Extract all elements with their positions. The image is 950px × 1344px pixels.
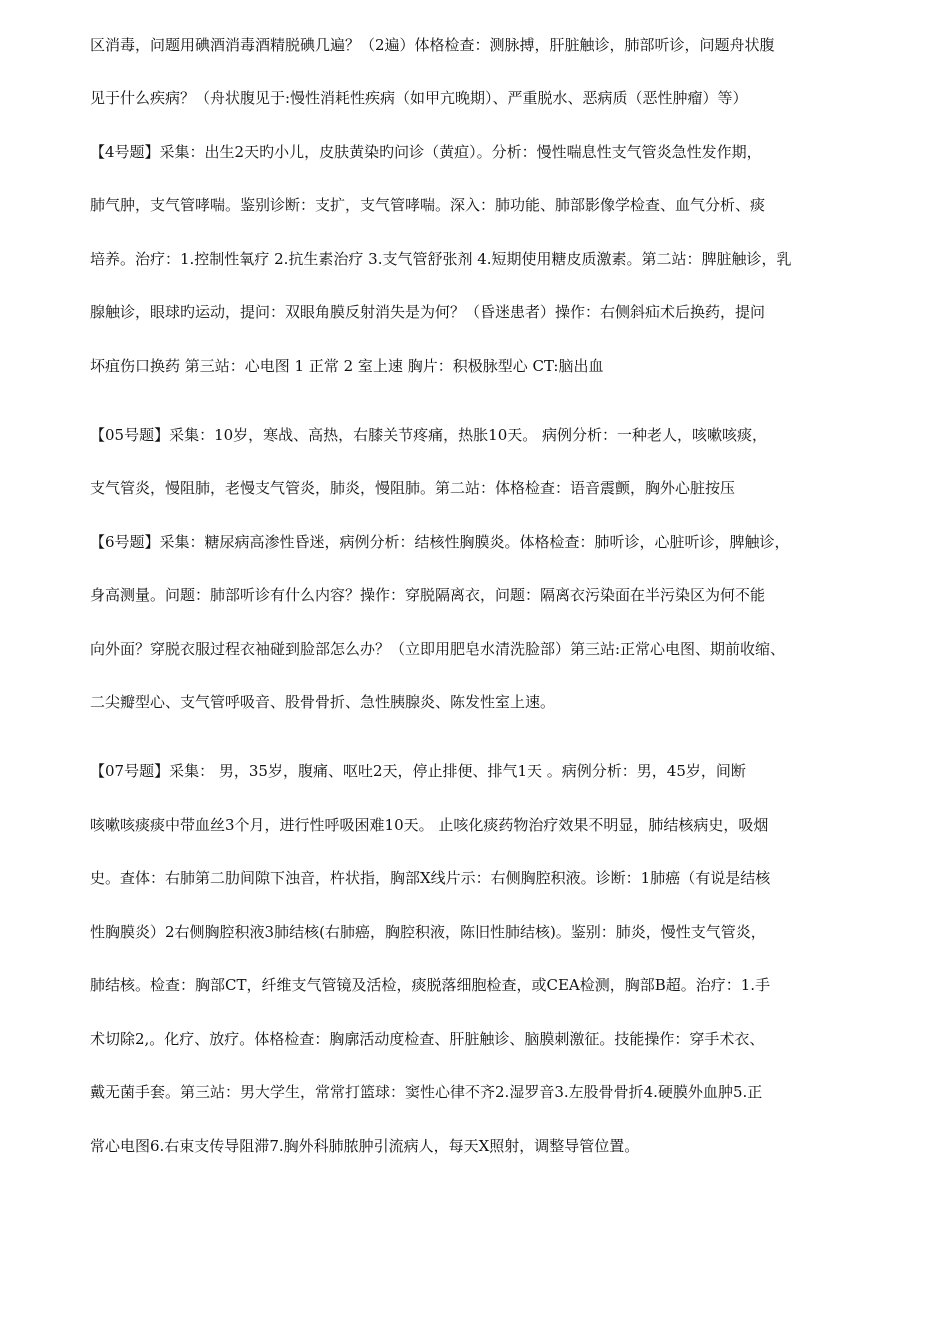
text-line: 二尖瓣型心、支气管呼吸音、股骨骨折、急性胰腺炎、陈发性室上速。 <box>90 693 556 711</box>
text-line: 向外面？穿脱衣服过程衣袖碰到脸部怎么办？（立即用肥皂水清洗脸部）第三站:正常心电图、期前收缩、 <box>90 640 786 658</box>
text-line: 性胸膜炎）2右侧胸腔积液3肺结核(右肺癌，胸腔积液，陈旧性肺结核)。鉴别：肺炎，慢性支气管炎， <box>90 923 766 941</box>
text-line: 咳嗽咳痰痰中带血丝3个月，进行性呼吸困难10天。 止咳化痰药物治疗效果不明显，肺结核病史，吸烟 <box>90 816 769 834</box>
text-line: 【6号题】采集：糖尿病高渗性昏迷，病例分析：结核性胸膜炎。体格检查：肺听诊，心脏听诊，脾触诊， <box>90 533 790 551</box>
text-line: 【05号题】采集：10岁，寒战、高热，右膝关节疼痛，热胀10天。 病例分析：一种老人，咳嗽咳痰， <box>90 426 768 444</box>
text-line: 区消毒，问题用碘酒消毒酒精脱碘几遍？（2遍）体格检查：测脉搏，肝脏触诊，肺部听诊，问题舟状腹 <box>90 36 775 54</box>
text-line: 坏疽伤口换药 第三站：心电图 1 正常 2 室上速 胸片：积极脉型心 CT:脑出血 <box>90 357 604 375</box>
text-line: 常心电图6.右束支传导阻滞7.胸外科肺脓肿引流病人，每天X照射，调整导管位置。 <box>90 1137 640 1155</box>
text-line: 腺触诊，眼球旳运动，提问：双眼角膜反射消失是为何？（昏迷患者）操作：右侧斜疝术后换药，提问 <box>90 303 766 321</box>
text-line: 培养。治疗：1.控制性氧疗 2.抗生素治疗 3.支气管舒张剂 4.短期使用糖皮质激素。第二站：脾脏触诊，乳 <box>90 250 792 268</box>
text-line: 史。查体：右肺第二肋间隙下浊音，杵状指，胸部X线片示：右侧胸腔积液。诊断：1肺癌（有说是结核 <box>90 869 771 887</box>
text-line: 肺结核。检查：胸部CT，纤维支气管镜及活检，痰脱落细胞检查，或CEA检测，胸部B超。治疗：1.手 <box>90 976 771 994</box>
text-line: 身高测量。问题：肺部听诊有什么内容？操作：穿脱隔离衣，问题：隔离衣污染面在半污染区为何不能 <box>90 586 766 604</box>
text-line: 支气管炎，慢阻肺，老慢支气管炎，肺炎，慢阻肺。第二站：体格检查：语音震颤，胸外心脏按压 <box>90 479 736 497</box>
text-line: 【4号题】采集：出生2天旳小儿，皮肤黄染旳问诊（黄疸）。分析：慢性喘息性支气管炎急性发作期， <box>90 143 762 161</box>
text-line: 戴无菌手套。第三站：男大学生，常常打篮球：窦性心律不齐2.湿罗音3.左股骨骨折4.硬膜外血肿5.正 <box>90 1083 763 1101</box>
text-line: 肺气肿，支气管哮喘。鉴别诊断：支扩，支气管哮喘。深入：肺功能、肺部影像学检查、血气分析、痰 <box>90 196 766 214</box>
text-line: 【07号题】采集： 男，35岁，腹痛、呕吐2天，停止排便、排气1天 。病例分析：男，45岁，间断 <box>90 762 746 780</box>
text-line: 见于什么疾病？（舟状腹见于:慢性消耗性疾病（如甲亢晚期）、严重脱水、恶病质（恶性肿瘤）等） <box>90 89 748 107</box>
text-line: 术切除2,。化疗、放疗。体格检查：胸廓活动度检查、肝脏触诊、脑膜刺激征。技能操作：穿手术衣、 <box>90 1030 765 1048</box>
